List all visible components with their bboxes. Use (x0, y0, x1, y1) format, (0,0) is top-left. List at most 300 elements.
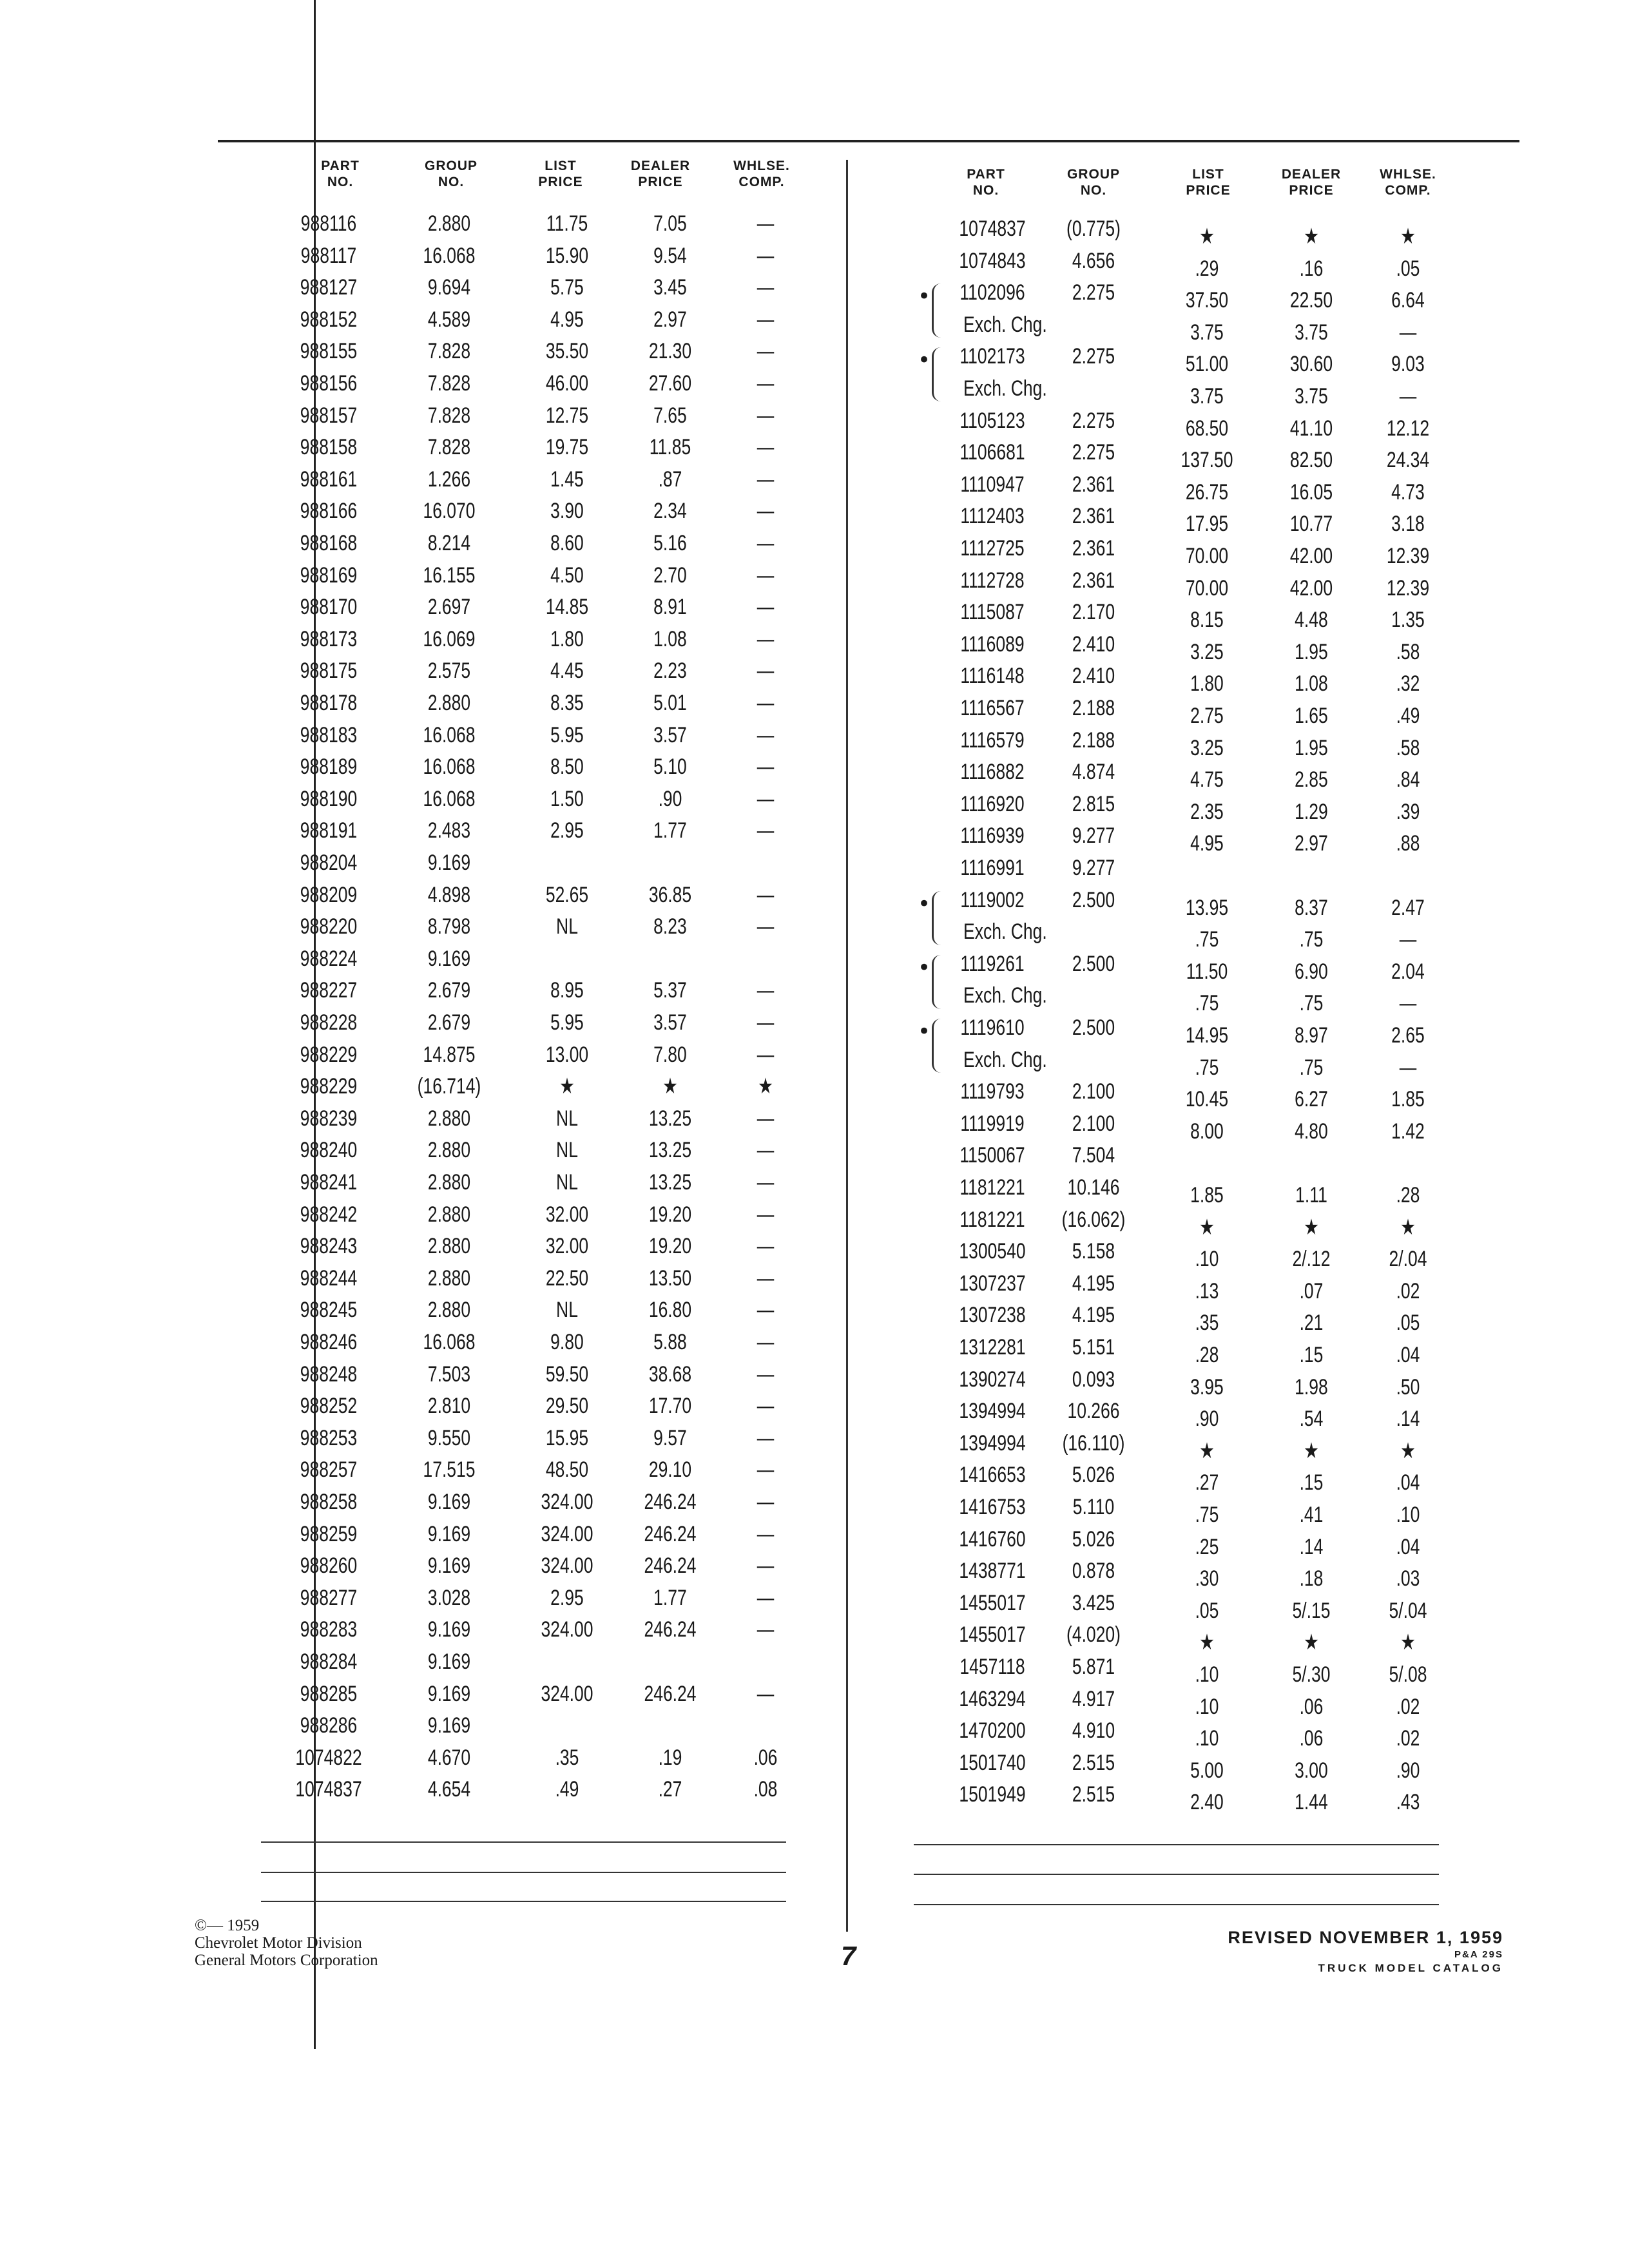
cell-group-no: 2.810 (427, 1394, 471, 1419)
cell-dealer-price: 1.95 (1295, 735, 1328, 760)
cell-whlse-comp: 5/.04 (1389, 1598, 1427, 1623)
cell-list-price: 4.95 (550, 307, 584, 332)
cell-list-price: NL (556, 914, 578, 939)
cell-group-no: 2.679 (427, 978, 471, 1003)
cell-part-no: 1105123 (959, 408, 1025, 433)
cell-part-no: 988170 (300, 595, 358, 620)
cell-list-price: .35 (1195, 1311, 1219, 1336)
cell-dealer-price: 8.97 (1295, 1023, 1328, 1048)
cell-part-no: 1394994 (959, 1430, 1026, 1456)
cell-list-price: 32.00 (545, 1202, 589, 1227)
cell-part-no: 1074837 (959, 216, 1026, 241)
cell-part-no: 988169 (300, 562, 358, 588)
cell-whlse-comp: — (757, 914, 775, 939)
cell-group-no: 4.654 (427, 1777, 471, 1802)
cell-group-no: 5.151 (1072, 1335, 1115, 1360)
cell-group-no: 8.214 (427, 531, 471, 555)
cell-whlse-comp: — (1399, 384, 1417, 408)
cell-group-no: 10.266 (1067, 1399, 1120, 1424)
cell-dealer-price: 5/.15 (1292, 1598, 1331, 1623)
cell-list-price: 14.85 (545, 595, 589, 620)
cell-part-no: 988155 (300, 339, 358, 364)
cell-group-no: 2.410 (1072, 631, 1115, 657)
cell-part-no: 988178 (300, 691, 358, 715)
cell-list-price: 48.50 (545, 1457, 589, 1483)
cell-part-no: 988239 (300, 1106, 358, 1131)
cell-whlse-comp: — (757, 1298, 775, 1323)
cell-whlse-comp: ★ (1400, 1215, 1416, 1240)
cell-group-no: 0.878 (1072, 1559, 1115, 1584)
cell-whlse-comp: — (757, 786, 775, 811)
cell-part-no: 1074837 (295, 1777, 362, 1802)
cell-whlse-comp: — (757, 466, 775, 492)
cell-group-no: 2.880 (427, 1265, 471, 1291)
cell-dealer-price: 2.97 (1295, 831, 1328, 856)
cell-dealer-price: .75 (1299, 1055, 1324, 1080)
cell-list-price: 37.50 (1185, 288, 1229, 313)
cell-whlse-comp: — (757, 371, 775, 396)
cell-part-no: 1116920 (960, 791, 1025, 816)
cell-dealer-price: ★ (662, 1074, 678, 1099)
cell-part-no: 988259 (300, 1521, 358, 1546)
cell-group-no: (0.775) (1066, 216, 1121, 241)
cell-list-price: 324.00 (541, 1681, 593, 1706)
cell-group-no: 5.158 (1072, 1239, 1115, 1264)
cell-whlse-comp: — (757, 499, 775, 524)
cell-group-no: (4.020) (1066, 1622, 1121, 1648)
cell-dealer-price: 29.10 (648, 1457, 692, 1483)
cell-dealer-price: 13.25 (648, 1106, 692, 1131)
cell-part-no: 988175 (300, 658, 358, 684)
cell-dealer-price: .27 (658, 1777, 682, 1802)
cell-part-no: 1455017 (959, 1590, 1026, 1615)
header-part-no: PART NO. (321, 159, 360, 189)
cell-dealer-price: 5.01 (653, 691, 687, 715)
cell-dealer-price: 2.85 (1295, 767, 1328, 793)
cell-group-no: (16.714) (417, 1074, 481, 1099)
cell-whlse-comp: 2/.04 (1389, 1247, 1427, 1272)
cell-part-no: 1116148 (960, 664, 1025, 689)
cell-dealer-price: .75 (1299, 927, 1324, 952)
cell-list-price: 32.00 (545, 1234, 589, 1259)
cell-group-no: 4.917 (1072, 1686, 1115, 1711)
cell-whlse-comp: .05 (1396, 256, 1420, 281)
cell-part-no: 988189 (300, 754, 358, 780)
cell-part-no: 1455017 (959, 1622, 1026, 1648)
cell-group-no: 2.815 (1072, 791, 1115, 816)
cell-part-no: 988168 (300, 531, 358, 555)
cell-list-price: .10 (1195, 1662, 1219, 1687)
cell-list-price: 8.95 (550, 978, 584, 1003)
cell-dealer-price: 1.95 (1295, 639, 1328, 664)
cell-group-no: 2.575 (427, 658, 471, 684)
cell-part-no: 988277 (300, 1585, 358, 1610)
cell-group-no: 9.694 (427, 275, 471, 300)
cell-dealer-price: 10.77 (1289, 512, 1333, 537)
column-divider (846, 160, 848, 1932)
cell-part-no: 988243 (300, 1234, 358, 1259)
cell-whlse-comp: — (757, 275, 775, 300)
cell-whlse-comp: 4.73 (1391, 479, 1425, 505)
cell-part-no: 988117 (300, 243, 357, 268)
cell-list-price: 15.90 (545, 243, 589, 268)
cell-list-price: 3.90 (550, 499, 584, 524)
cell-group-no: 9.169 (427, 1490, 471, 1514)
cell-list-price: .75 (1195, 1055, 1219, 1080)
cell-list-price: .27 (1195, 1470, 1219, 1495)
cell-dealer-price: 2.97 (653, 307, 687, 332)
cell-list-price: .75 (1195, 927, 1219, 952)
cell-part-no: 1119261 (960, 951, 1025, 976)
cell-dealer-price: 82.50 (1289, 448, 1333, 473)
cell-dealer-price: 5.37 (653, 978, 687, 1003)
cell-whlse-comp: 9.03 (1391, 352, 1425, 377)
cell-group-no: (16.110) (1062, 1430, 1125, 1456)
cell-part-no: 1110947 (960, 472, 1025, 497)
cell-whlse-comp: — (757, 722, 775, 747)
cell-group-no: 5.110 (1072, 1495, 1115, 1519)
cell-list-price: 52.65 (545, 882, 589, 907)
cell-dealer-price: .15 (1299, 1470, 1324, 1495)
cell-dealer-price: 3.00 (1295, 1758, 1328, 1783)
cell-list-price: 1.80 (1190, 671, 1224, 697)
cell-whlse-comp: — (757, 1138, 775, 1163)
group-brace (932, 1019, 943, 1073)
bullet-marker: • (918, 1019, 931, 1044)
cell-part-no: 988241 (300, 1170, 358, 1195)
cell-list-price: .25 (1195, 1534, 1219, 1559)
revision-block (1228, 1927, 1503, 1975)
cell-group-no: 14.875 (423, 1042, 476, 1067)
cell-dealer-price: ★ (1304, 1630, 1319, 1655)
cell-list-price: 3.75 (1190, 384, 1224, 408)
cell-whlse-comp: .88 (1396, 831, 1420, 856)
cell-list-price: .35 (555, 1745, 579, 1770)
cell-part-no: Exch. Chg. (963, 983, 1047, 1008)
cell-whlse-comp: 1.85 (1391, 1087, 1425, 1112)
cell-dealer-price: .54 (1299, 1407, 1324, 1432)
cell-whlse-comp: .04 (1396, 1534, 1420, 1559)
cell-list-price: ★ (1199, 224, 1215, 249)
cell-dealer-price: 3.75 (1295, 320, 1328, 345)
cell-part-no: 1463294 (959, 1686, 1026, 1711)
cell-part-no: 988157 (300, 403, 358, 428)
group-brace (932, 955, 943, 1009)
cell-dealer-price: 2.70 (653, 562, 687, 588)
cell-dealer-price: 2.23 (653, 658, 687, 684)
cell-dealer-price: 19.20 (648, 1202, 692, 1227)
cell-part-no: 1416753 (959, 1495, 1026, 1519)
cell-part-no: 1116991 (960, 856, 1025, 880)
cell-part-no: 1119919 (960, 1111, 1025, 1136)
cell-whlse-comp: .50 (1396, 1374, 1420, 1399)
cell-dealer-price: 1.11 (1295, 1183, 1327, 1207)
cell-dealer-price: ★ (1304, 224, 1319, 249)
cell-group-no: 3.425 (1072, 1590, 1115, 1615)
cell-part-no: 988204 (300, 850, 358, 875)
cell-list-price: 19.75 (545, 435, 589, 460)
cell-list-price: 5.95 (550, 722, 584, 747)
cell-dealer-price: 3.75 (1295, 384, 1328, 408)
cell-dealer-price: 42.00 (1289, 575, 1333, 601)
cell-group-no: 9.169 (427, 1713, 471, 1738)
bullet-marker: • (918, 347, 931, 374)
cell-dealer-price: 16.80 (648, 1298, 692, 1323)
cell-whlse-comp: .90 (1396, 1758, 1420, 1783)
cell-whlse-comp: .14 (1396, 1407, 1420, 1432)
bullet-marker: • (918, 954, 931, 981)
cell-whlse-comp: — (1399, 320, 1417, 345)
cell-group-no: 2.880 (427, 1234, 471, 1259)
cell-list-price: .10 (1195, 1694, 1219, 1719)
cell-list-price: 17.95 (1185, 512, 1229, 537)
cell-group-no: 16.068 (423, 754, 476, 780)
cell-whlse-comp: ★ (1400, 224, 1416, 249)
cell-group-no: 7.828 (427, 371, 471, 396)
cell-group-no: 2.880 (427, 211, 471, 236)
bottom-rule (261, 1901, 786, 1902)
cell-part-no: 988246 (300, 1330, 358, 1354)
cell-group-no: 16.068 (423, 722, 476, 747)
cell-whlse-comp: — (757, 339, 775, 364)
cell-group-no: 16.068 (423, 243, 476, 268)
cell-list-price: 8.00 (1190, 1119, 1224, 1144)
cell-part-no: 988158 (300, 435, 358, 460)
cell-whlse-comp: — (757, 435, 775, 460)
cell-group-no: 2.500 (1072, 1015, 1115, 1040)
bottom-rule (914, 1904, 1439, 1905)
cell-part-no: 1470200 (959, 1718, 1026, 1744)
cell-dealer-price: .18 (1299, 1566, 1324, 1591)
cell-whlse-comp: — (757, 1585, 775, 1610)
cell-part-no: 988244 (300, 1265, 358, 1291)
cell-list-price: 29.50 (545, 1394, 589, 1419)
cell-group-no: 9.169 (427, 1681, 471, 1706)
header-dealer-price: DEALER PRICE (630, 159, 691, 189)
cell-part-no: 1112728 (960, 568, 1025, 593)
cell-group-no: 1.266 (427, 466, 471, 492)
cell-group-no: 2.170 (1072, 600, 1115, 625)
cell-list-price: 5.75 (550, 275, 584, 300)
cell-group-no: 9.169 (427, 946, 471, 971)
cell-list-price: 15.95 (545, 1425, 589, 1450)
cell-part-no: 1116579 (960, 727, 1025, 753)
cell-whlse-comp: ★ (1400, 1630, 1416, 1655)
cell-whlse-comp: 1.35 (1391, 608, 1425, 633)
cell-group-no: 16.069 (423, 626, 476, 651)
cell-whlse-comp: .05 (1396, 1311, 1420, 1336)
cell-whlse-comp: — (1399, 991, 1417, 1016)
cell-part-no: 988229 (300, 1074, 358, 1099)
cell-group-no: 2.500 (1072, 887, 1115, 912)
cell-whlse-comp: ★ (1400, 1438, 1416, 1463)
cell-group-no: 2.100 (1072, 1079, 1115, 1104)
cell-dealer-price: 2/.12 (1292, 1247, 1331, 1272)
cell-list-price: .75 (1195, 991, 1219, 1016)
cell-part-no: 1102096 (959, 280, 1025, 305)
cell-dealer-price: 22.50 (1289, 288, 1333, 313)
cell-part-no: 1112725 (960, 536, 1025, 561)
cell-whlse-comp: .04 (1396, 1343, 1420, 1367)
cell-dealer-price: 246.24 (644, 1681, 697, 1706)
cell-group-no: 4.656 (1072, 248, 1115, 273)
cell-part-no: 988190 (300, 786, 358, 811)
cell-list-price: 2.95 (550, 818, 584, 843)
cell-whlse-comp: — (757, 1490, 775, 1514)
division-name: Chevrolet Motor Division (195, 1934, 362, 1952)
cell-list-price: 3.25 (1190, 639, 1224, 664)
copyright-block (195, 1917, 378, 1969)
cell-whlse-comp: — (757, 1361, 775, 1387)
cell-part-no: 988245 (300, 1298, 358, 1323)
cell-dealer-price: 7.65 (653, 403, 687, 428)
cell-dealer-price: 5.16 (653, 531, 687, 555)
cell-dealer-price: .19 (658, 1745, 682, 1770)
cell-whlse-comp: .32 (1396, 671, 1420, 697)
cell-group-no: 2.880 (427, 1106, 471, 1131)
cell-dealer-price: 7.05 (653, 211, 687, 236)
cell-part-no: 988260 (300, 1553, 358, 1579)
cell-part-no: 988166 (300, 499, 358, 524)
cell-whlse-comp: — (757, 1234, 775, 1259)
cell-whlse-comp: 6.64 (1391, 288, 1425, 313)
cell-group-no: 16.070 (423, 499, 476, 524)
cell-whlse-comp: — (757, 1681, 775, 1706)
cell-part-no: 1119793 (960, 1079, 1025, 1104)
cell-group-no: 7.828 (427, 435, 471, 460)
cell-group-no: 4.195 (1072, 1303, 1115, 1328)
cell-whlse-comp: 12.39 (1386, 575, 1430, 601)
cell-whlse-comp: 1.42 (1391, 1119, 1425, 1144)
cell-list-price: 324.00 (541, 1617, 593, 1642)
cell-part-no: 988242 (300, 1202, 358, 1227)
cell-dealer-price: 246.24 (644, 1553, 697, 1579)
cell-list-price: 35.50 (545, 339, 589, 364)
cell-group-no: 4.589 (427, 307, 471, 332)
cell-group-no: 2.880 (427, 691, 471, 715)
cell-list-price: NL (556, 1298, 578, 1323)
cell-group-no: 9.169 (427, 850, 471, 875)
cell-group-no: 9.277 (1072, 823, 1115, 849)
cell-part-no: 988116 (300, 211, 357, 236)
cell-group-no: 17.515 (423, 1457, 476, 1483)
cell-part-no: 988220 (300, 914, 358, 939)
cell-part-no: 1181221 (959, 1175, 1025, 1200)
cell-list-price: 8.50 (550, 754, 584, 780)
cell-part-no: 988252 (300, 1394, 358, 1419)
cell-whlse-comp: .04 (1396, 1470, 1420, 1495)
cell-group-no: 7.504 (1072, 1143, 1115, 1168)
cell-whlse-comp: — (757, 211, 775, 236)
cell-whlse-comp: ★ (758, 1074, 773, 1099)
cell-list-price: 11.75 (546, 211, 588, 236)
cell-dealer-price: 21.30 (648, 339, 692, 364)
cell-dealer-price: 13.50 (648, 1265, 692, 1291)
cell-dealer-price: .15 (1299, 1343, 1324, 1367)
cell-dealer-price: 9.57 (653, 1425, 687, 1450)
cell-whlse-comp: 2.04 (1391, 959, 1425, 984)
cell-list-price: 3.75 (1190, 320, 1224, 345)
cell-list-price: .05 (1195, 1598, 1219, 1623)
cell-whlse-comp: — (757, 1553, 775, 1579)
cell-group-no: 2.880 (427, 1138, 471, 1163)
cell-group-no: 3.028 (427, 1585, 471, 1610)
cell-group-no: 16.068 (423, 1330, 476, 1354)
header-list-price: LIST PRICE (538, 159, 583, 189)
cell-part-no: Exch. Chg. (963, 1047, 1047, 1072)
cell-list-price: 8.60 (550, 531, 584, 555)
cell-dealer-price: 27.60 (648, 371, 692, 396)
cell-dealer-price: 8.91 (653, 595, 687, 620)
cell-list-price: 2.75 (1190, 704, 1224, 728)
cell-whlse-comp: .08 (753, 1777, 778, 1802)
cell-group-no: 2.697 (427, 595, 471, 620)
cell-part-no: 1116089 (960, 631, 1025, 657)
cell-group-no: 2.483 (427, 818, 471, 843)
cell-group-no: 9.550 (427, 1425, 471, 1450)
cell-dealer-price: 246.24 (644, 1490, 697, 1514)
cell-list-price: .10 (1195, 1726, 1219, 1751)
cell-group-no: 9.277 (1072, 856, 1115, 880)
cell-list-price: 8.35 (550, 691, 584, 715)
cell-list-price: 1.45 (550, 466, 584, 492)
cell-whlse-comp: — (757, 1042, 775, 1067)
cell-list-price: 3.95 (1190, 1374, 1224, 1399)
cell-group-no: 16.068 (423, 786, 476, 811)
cell-part-no: 1074843 (959, 248, 1026, 273)
cell-whlse-comp: — (757, 243, 775, 268)
cell-list-price: 1.80 (550, 626, 584, 651)
cell-part-no: 1307237 (959, 1271, 1026, 1296)
cell-list-price: 4.75 (1190, 767, 1224, 793)
cell-part-no: 1300540 (959, 1239, 1026, 1264)
cell-part-no: 1416653 (959, 1463, 1026, 1488)
cell-part-no: 1106681 (959, 440, 1025, 465)
cell-list-price: 13.00 (545, 1042, 589, 1067)
cell-list-price: 68.50 (1185, 416, 1229, 441)
cell-part-no: 988286 (300, 1713, 358, 1738)
catalog-code: P&A 29S (1454, 1949, 1503, 1960)
cell-dealer-price: 16.05 (1289, 479, 1333, 505)
cell-group-no: 5.026 (1072, 1463, 1115, 1488)
cell-part-no: 988227 (300, 978, 358, 1003)
cell-group-no: 4.195 (1072, 1271, 1115, 1296)
cell-list-price: 4.45 (550, 658, 584, 684)
cell-group-no: (16.062) (1061, 1207, 1126, 1232)
cell-dealer-price: 3.57 (653, 1010, 687, 1035)
cell-whlse-comp: — (757, 1106, 775, 1131)
cell-list-price: 5.95 (550, 1010, 584, 1035)
cell-dealer-price: 1.65 (1295, 704, 1328, 728)
cell-dealer-price: .75 (1299, 991, 1324, 1016)
cell-whlse-comp: — (757, 1170, 775, 1195)
header-whlse-comp: WHLSE. COMP. (1380, 167, 1436, 198)
cell-part-no: 988161 (300, 466, 358, 492)
cell-dealer-price: 4.48 (1295, 608, 1328, 633)
cell-dealer-price: .87 (658, 466, 682, 492)
cell-part-no: 988191 (300, 818, 358, 843)
cell-list-price: 59.50 (545, 1361, 589, 1387)
header-whlse-comp: WHLSE. COMP. (733, 159, 790, 189)
cell-part-no: 988284 (300, 1649, 358, 1674)
cell-group-no: 2.361 (1072, 568, 1115, 593)
cell-group-no: 9.169 (427, 1521, 471, 1546)
header-group-no: GROUP NO. (1066, 167, 1121, 198)
bottom-rule (261, 1841, 786, 1843)
cell-dealer-price: 9.54 (653, 243, 687, 268)
cell-dealer-price: 8.37 (1295, 895, 1328, 920)
cell-group-no: 2.361 (1072, 536, 1115, 561)
